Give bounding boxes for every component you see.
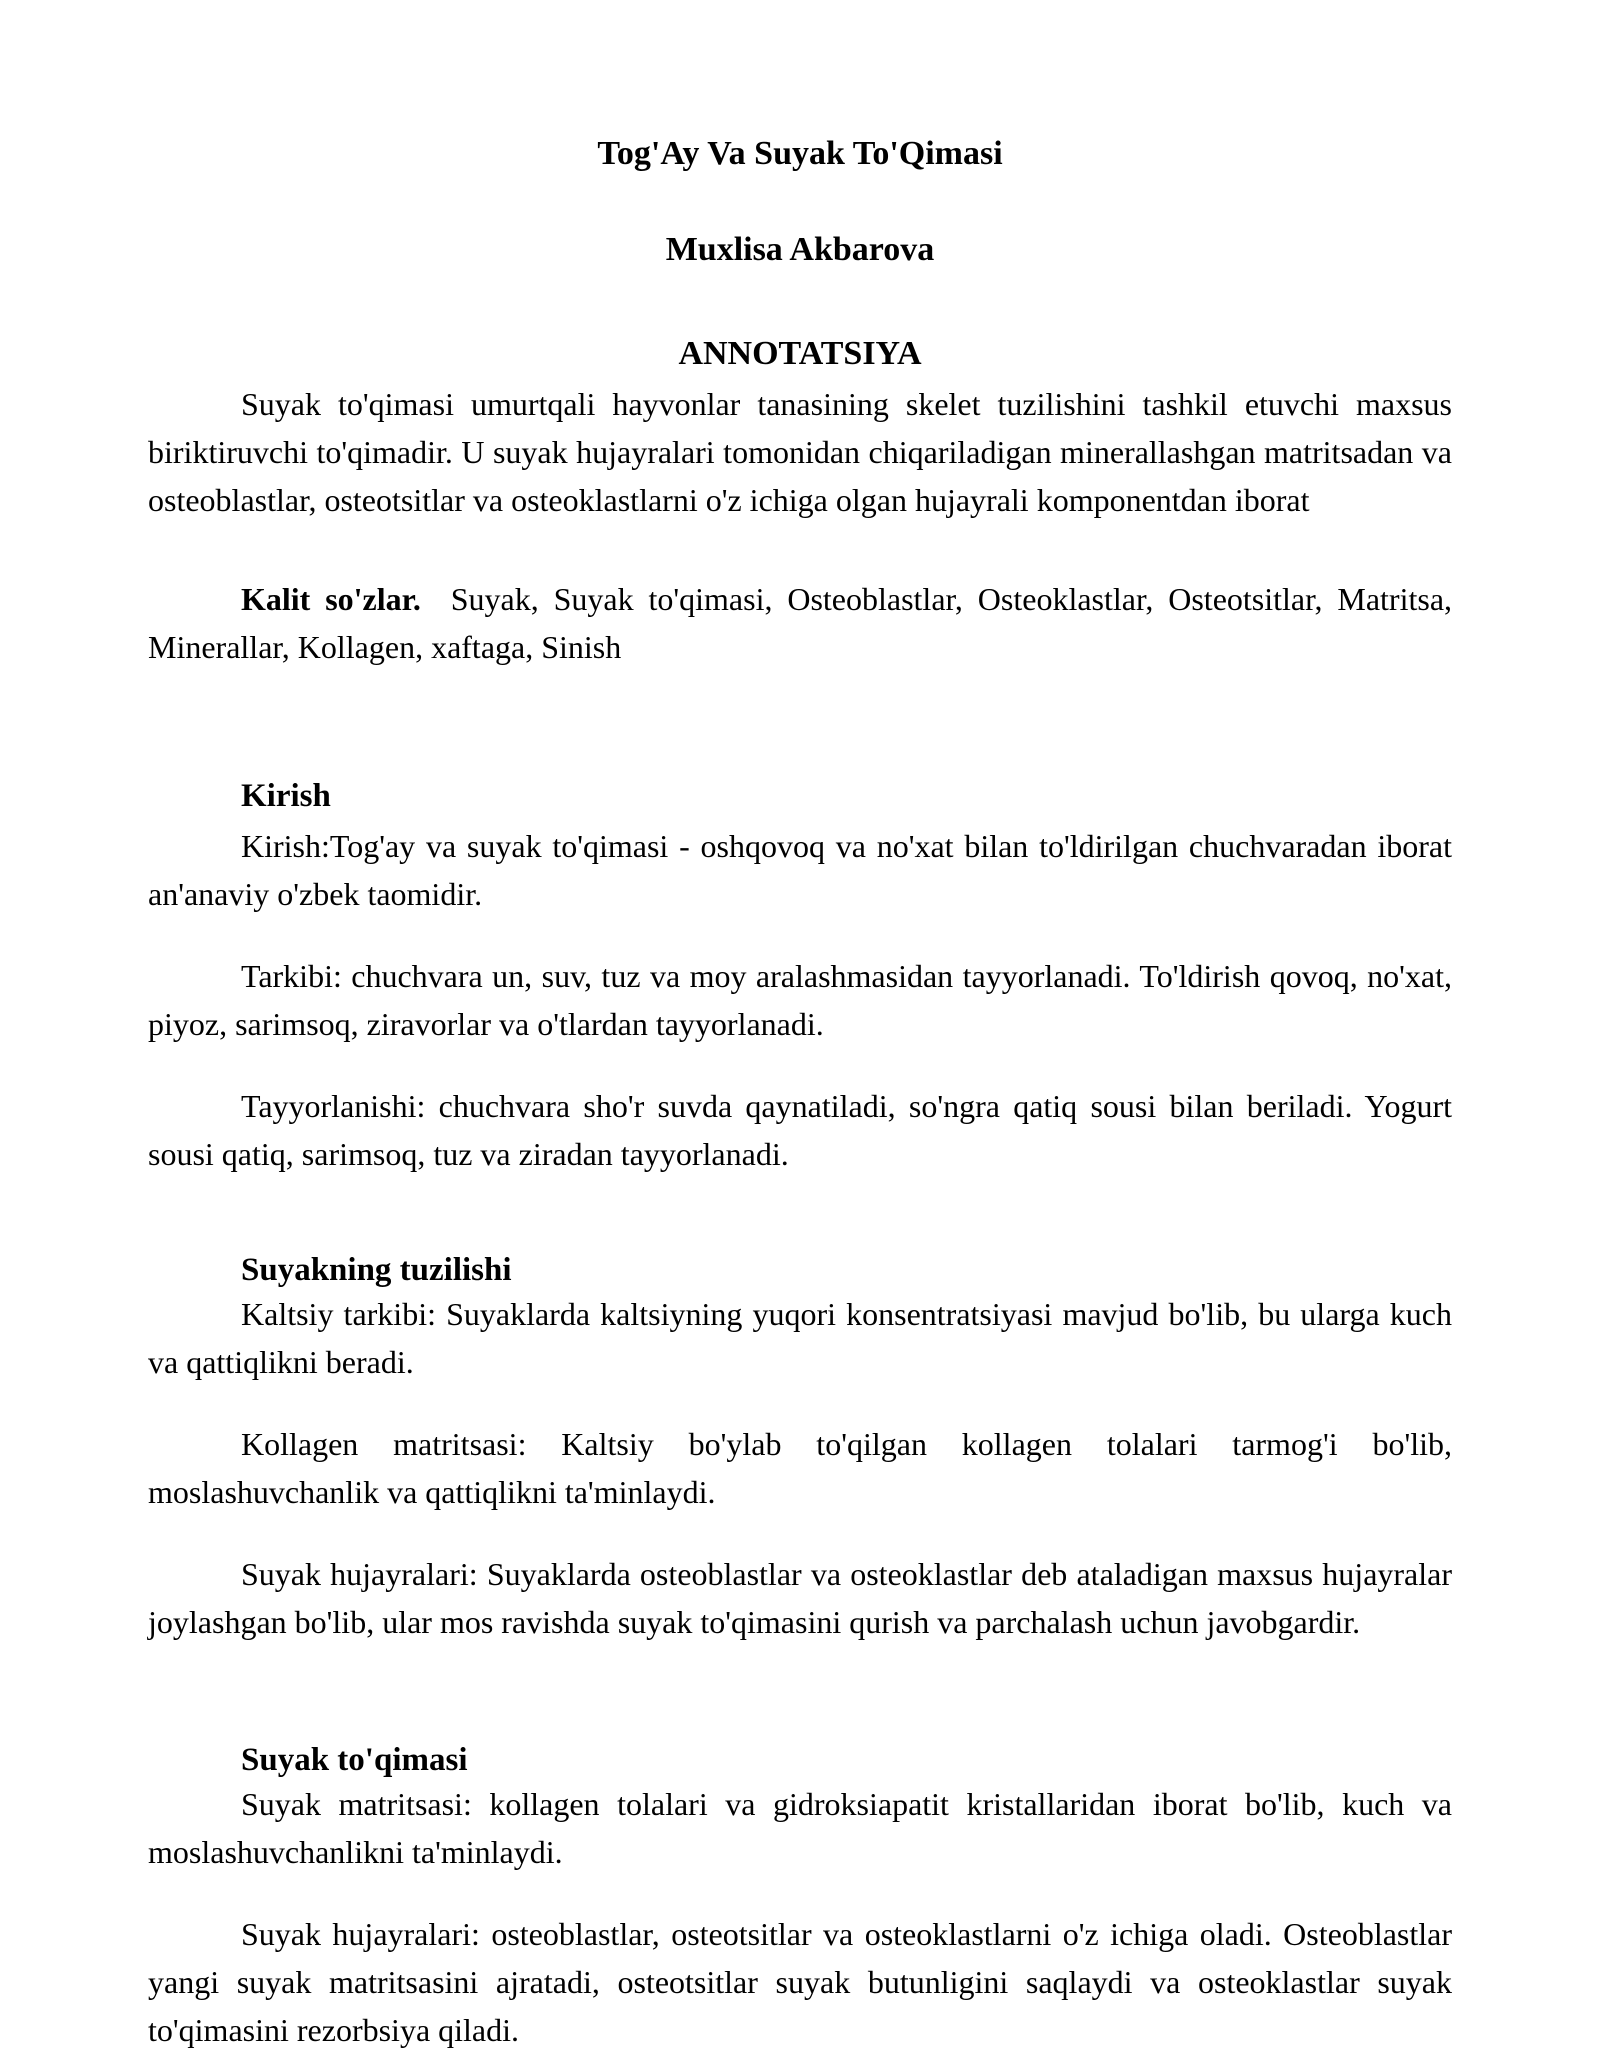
abstract-text: Suyak to'qimasi umurtqali hayvonlar tanasining skelet tuzilishini tashkil etuvchi maxsus biriktiruvchi to'qimadir. U suyak hujayralari tomonidan chiqariladigan minerallashgan matritsadan va osteoblastlar, osteotsitlar va osteoklastlarni o'z ichiga olgan hujayrali komponentdan iborat (148, 386, 1452, 518)
structure-paragraph: Kaltsiy tarkibi: Suyaklarda kaltsiyning yuqori konsentratsiyasi mavjud bo'lib, bu ularga kuch va qattiqlikni beradi. (148, 1296, 1452, 1380)
section-heading-tissue: Suyak to'qimasi (241, 1742, 468, 1778)
structure-paragraph: Kollagen matritsasi: Kaltsiy bo'ylab to'qilgan kollagen tolalari tarmog'i bo'lib, moslashuvchanlik va qattiqlikni ta'minlaydi. (148, 1426, 1452, 1510)
structure-paragraph: Suyak hujayralari: Suyaklarda osteoblastlar va osteoklastlar deb ataladigan maxsus hujayralar joylashgan bo'lib, ular mos ravishda suyak to'qimasini qurish va parchalash uchun javobgardir. (148, 1556, 1452, 1640)
intro-paragraph: Tarkibi: chuchvara un, suv, tuz va moy aralashmasidan tayyorlanadi. To'ldirish qovoq, no'xat, piyoz, sarimsoq, ziravorlar va o'tlardan tayyorlanadi. (148, 958, 1452, 1042)
keywords-label: Kalit so'zlar. (241, 581, 421, 617)
author-name: Muxlisa Akbarova (665, 231, 935, 268)
document-title: Tog'Ay Va Suyak To'Qimasi (597, 135, 1003, 172)
tissue-paragraph: Suyak matritsasi: kollagen tolalari va gidroksiapatit kristallaridan iborat bo'lib, kuch va moslashuvchanlikni ta'minlaydi. (148, 1786, 1452, 1870)
tissue-paragraph: Suyak hujayralari: osteoblastlar, osteotsitlar va osteoklastlarni o'z ichiga oladi. Osteoblastlar yangi suyak matritsasini ajratadi, osteotsitlar suyak butunligini saqlaydi va osteoklastlar suyak to'qimasini rezorbsiya qiladi. (148, 1916, 1452, 2048)
section-heading-structure: Suyakning tuzilishi (241, 1252, 512, 1288)
document-page (148, 0, 1452, 2070)
abstract-heading: ANNOTATSIYA (678, 335, 922, 372)
intro-paragraph: Tayyorlanishi: chuchvara sho'r suvda qaynatiladi, so'ngra qatiq sousi bilan beriladi. Yogurt sousi qatiq, sarimsoq, tuz va ziradan tayyorlanadi. (148, 1088, 1452, 1172)
keywords-paragraph (148, 575, 1452, 671)
intro-paragraph: Kirish:Tog'ay va suyak to'qimasi - oshqovoq va no'xat bilan to'ldirilgan chuchvaradan iborat an'anaviy o'zbek taomidir. (148, 828, 1452, 912)
section-heading-intro: Kirish (241, 778, 331, 814)
keywords-text: Suyak, Suyak to'qimasi, Osteoblastlar, Osteoklastlar, Osteotsitlar, Matritsa, Minerallar, Kollagen, xaftaga, Sinish (148, 581, 1453, 665)
